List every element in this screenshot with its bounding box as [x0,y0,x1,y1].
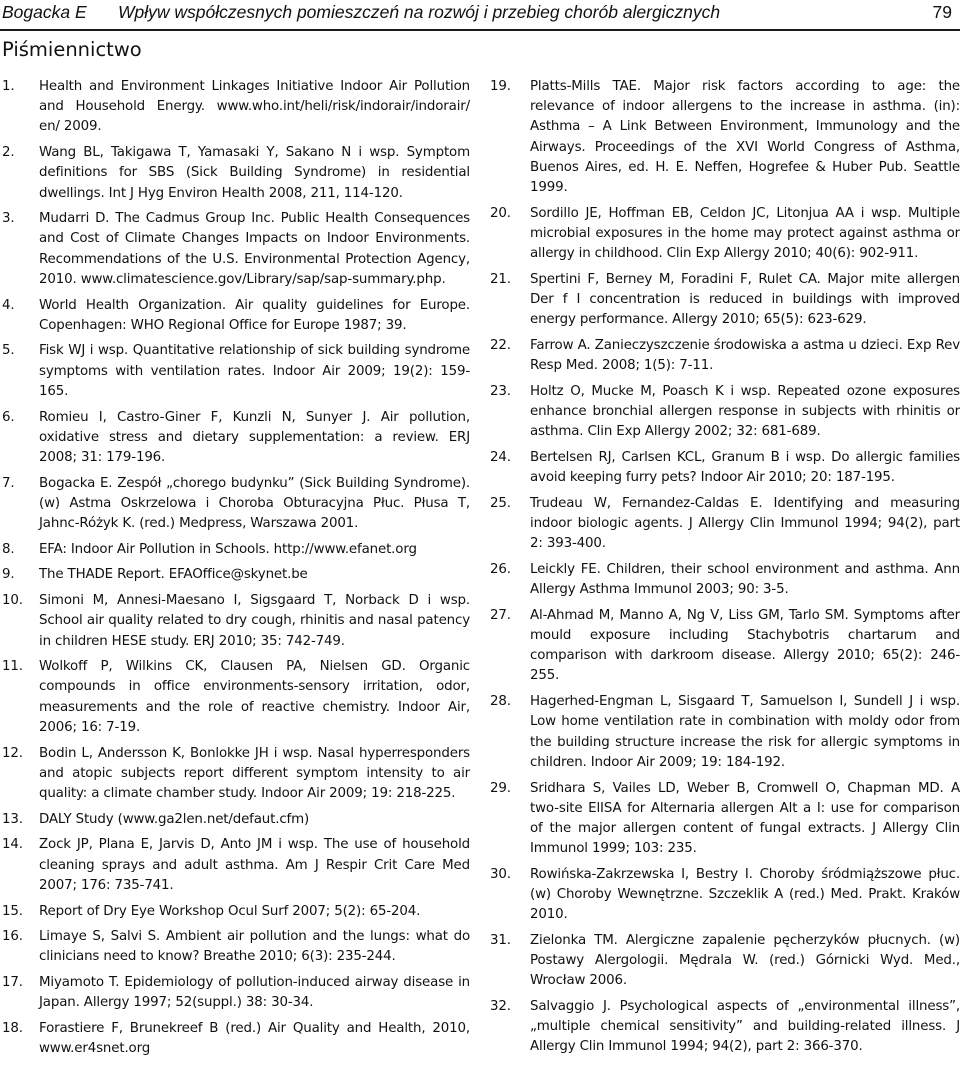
reference-text: Zock JP, Plana E, Jarvis D, Anto JM i wsp. The use of household cleaning sprays and adult asthma. Am J Respir Crit Care Med 2007; 176: 735-741. [39,837,470,893]
reference-number: 11. [2,659,23,675]
running-header [0,0,960,30]
reference-item [2,1019,470,1059]
reference-text: Rowińska-Zakrzewska I, Bestry I. Choroby śródmiąższowe płuc. (w) Choroby Wewnętrzne. Szczeklik A (red.) Med. Prakt. Kraków 2010. [530,866,960,923]
reference-text: Report of Dry Eye Workshop Ocul Surf 2007; 5(2): 65-204. [39,903,421,919]
reference-text: Limaye S, Salvi S. Ambient air pollution and the lungs: what do clinicians need to know? Breathe 2010; 6(3): 235-244. [39,929,470,965]
reference-text: Bogacka E. Zespół „chorego budynku” (Sick Building Syndrome). (w) Astma Oskrzelowa i Choroba Obturacyjna Płuc. Płusa T, Jahnc-Różyk K. (red.) Medpress, Warszawa 2001. [39,475,470,532]
reference-number: 24. [490,449,511,465]
reference-number: 10. [2,593,23,609]
reference-item [490,448,960,488]
reference-number: 19. [490,79,511,94]
reference-number: 18. [2,1021,23,1037]
reference-item [2,77,470,138]
reference-text: Miyamoto T. Epidemiology of pollution-induced airway disease in Japan. Allergy 1997; 52(suppl.) 38: 30-34. [39,975,470,1011]
reference-number: 6. [2,409,15,425]
reference-text: Salvaggio J. Psychological aspects of „environmental illness”, „multiple chemical sensitivity” and building-related illness. J Allergy Clin Immunol 1994; 94(2), part 2: 366-370. [530,999,960,1055]
reference-item [2,143,470,204]
reference-text: Bodin L, Andersson K, Bonlokke JH i wsp. Nasal hyperresponders and atopic subjects report different symptom intensity to air quality: a climate chamber study. Indoor Air 2009; 19: 218-225. [39,745,470,801]
header-author: Bogacka E [2,2,87,22]
reference-text: Zielonka TM. Alergiczne zapalenie pęcherzyków płucnych. (w) Postawy Alergologii. Mędrala W. (red.) Górnicki Wyd. Med., Wrocław 2006. [530,932,960,989]
reference-item [490,865,960,926]
reference-item [490,204,960,265]
reference-number: 12. [2,745,23,761]
reference-item [490,270,960,331]
reference-item [490,997,960,1058]
reference-text: Sordillo JE, Hoffman EB, Celdon JC, Litonjua AA i wsp. Multiple microbial exposures in the home may protect against asthma or allergy in childhood. Clin Exp Allergy 2010; 40(6): 902-911. [530,205,960,262]
reference-number: 17. [2,975,23,991]
references-right-column [490,77,960,1063]
reference-text: Al-Ahmad M, Manno A, Ng V, Liss GM, Tarlo SM. Symptoms after mould exposure including Stachybotris chartarum and comparison with darkroom disease. Allergy 2010; 65(2): 246-255. [530,607,960,684]
reference-number: 5. [2,343,15,359]
reference-item [2,540,470,560]
reference-item [490,382,960,443]
reference-number: 8. [2,541,15,557]
header-rule [0,29,960,31]
section-title: Piśmiennictwo [2,38,142,61]
reference-number: 3. [2,211,15,227]
reference-item [490,494,960,555]
reference-text: Holtz O, Mucke M, Poasch K i wsp. Repeated ozone exposures enhance bronchial allergen response in subjects with rhinitis or asthma. Clin Exp Allergy 2002; 32: 681-689. [530,383,960,440]
reference-item [2,209,470,290]
references-left-column [2,77,470,1065]
reference-text: Leickly FE. Children, their school environment and asthma. Ann Allergy Asthma Immunol 2003; 90: 3-5. [530,561,960,598]
reference-number: 27. [490,607,511,623]
reference-item [490,606,960,687]
reference-text: EFA: Indoor Air Pollution in Schools. http://www.efanet.org [39,541,417,557]
reference-number: 7. [2,475,15,491]
reference-number: 22. [490,337,511,353]
reference-item [2,565,470,585]
reference-number: 20. [490,205,511,221]
reference-item [2,474,470,535]
reference-item [2,341,470,402]
reference-text: Spertini F, Berney M, Foradini F, Rulet CA. Major mite allergen Der f I concentration is reduced in buildings with improved energy performance. Allergy 2010; 65(5): 623-629. [530,271,960,328]
reference-number: 1. [2,79,15,94]
reference-number: 23. [490,383,511,399]
reference-text: Sridhara S, Vailes LD, Weber B, Cromwell O, Chapman MD. A two-site ElISA for Alternaria allergen Alt a I: use for comparison of the major allergen content of fungal extracts. J Allergy Clin Immunol 1999; 103: 235. [530,780,960,857]
reference-item [2,408,470,469]
reference-number: 29. [490,780,511,796]
reference-text: World Health Organization. Air quality guidelines for Europe. Copenhagen: WHO Regional Office for Europe 1987; 39. [39,297,470,333]
reference-item [490,77,960,198]
reference-text: Hagerhed-Engman L, Sisgaard T, Samuelson I, Sundell J i wsp. Low home ventilation rate in combination with moldy odor from the building structure increase the risk for allergic symptoms in children. Indoor Air 2009; 19: 184-192. [530,694,960,770]
reference-item [490,336,960,376]
reference-number: 2. [2,145,15,161]
reference-number: 16. [2,929,23,945]
reference-text: Health and Environment Linkages Initiative Indoor Air Pollution and Household Energy. www.who.int/heli/risk/indorair/indorair/ en/ 2009. [39,79,470,135]
reference-text: Fisk WJ i wsp. Quantitative relationship of sick building syndrome symptoms with ventilation rates. Indoor Air 2009; 19(2): 159-165. [39,343,470,399]
reference-text: Romieu I, Castro-Giner F, Kunzli N, Sunyer J. Air pollution, oxidative stress and dietary supplementation: a review. ERJ 2008; 31: 179-196. [39,409,470,465]
reference-item [2,835,470,896]
reference-item [490,931,960,992]
reference-number: 13. [2,811,23,827]
reference-number: 14. [2,837,23,853]
reference-text: Wang BL, Takigawa T, Yamasaki Y, Sakano N i wsp. Symptom definitions for SBS (Sick Building Syndrome) in residential dwellings. Int J Hyg Environ Health 2008, 211, 114-120. [39,145,470,201]
reference-text: Farrow A. Zanieczyszczenie środowiska a astma u dzieci. Exp Rev Resp Med. 2008; 1(5): 7-11. [530,337,960,374]
reference-text: Platts-Mills TAE. Major risk factors according to age: the relevance of indoor allergens to the increase in asthma. (in): Asthma – A Link Between Environment, Immunology and the Airways. Proceedings of the XVI World Congress of Asthma, Buenos Aires, ed. H. E. Neffen, Hogrefee & Huber Pub. Seattle 1999. [530,79,960,196]
reference-text: Bertelsen RJ, Carlsen KCL, Granum B i wsp. Do allergic families avoid keeping furry pets? Indoor Air 2010; 20: 187-195. [530,449,960,486]
reference-item [490,692,960,773]
reference-number: 32. [490,999,511,1015]
reference-number: 31. [490,932,511,948]
reference-item [2,591,470,652]
reference-item [2,973,470,1013]
reference-item [2,296,470,336]
reference-item [2,810,470,830]
reference-number: 9. [2,567,15,583]
reference-item [2,927,470,967]
reference-item [2,657,470,738]
reference-number: 26. [490,561,511,577]
reference-text: Mudarri D. The Cadmus Group Inc. Public Health Consequences and Cost of Climate Changes Impacts on Indoor Environments. Recommendations of the U.S. Environmental Protection Agency, 2010. www.climatescience.gov/Library/sap/sap-summary.php. [39,211,470,287]
header-title: Wpływ współczesnych pomieszczeń na rozwój i przebieg chorób alergicznych [118,2,721,22]
reference-number: 15. [2,903,23,919]
reference-item [490,779,960,860]
reference-number: 21. [490,271,511,287]
reference-item [2,902,470,922]
reference-text: The THADE Report. EFAOffice@skynet.be [39,567,308,583]
reference-text: Simoni M, Annesi-Maesano I, Sigsgaard T, Norback D i wsp. School air quality related to dry cough, rhinitis and nasal patency in children HESE study. ERJ 2010; 35: 742-749. [39,593,470,649]
reference-item [2,744,470,805]
reference-text: Wolkoff P, Wilkins CK, Clausen PA, Nielsen GD. Organic compounds in office environments-sensory irritation, odor, measurements and the role of reactive chemistry. Indoor Air, 2006; 16: 7-19. [39,659,470,735]
page-number: 79 [932,2,952,22]
reference-item [490,560,960,600]
reference-number: 25. [490,495,511,511]
reference-text: DALY Study (www.ga2len.net/defaut.cfm) [39,811,310,827]
reference-text: Trudeau W, Fernandez-Caldas E. Identifying and measuring indoor biologic agents. J Allergy Clin Immunol 1994; 94(2), part 2: 393-400. [530,495,960,552]
reference-number: 30. [490,866,511,882]
reference-number: 28. [490,694,511,710]
reference-number: 4. [2,297,15,313]
reference-text: Forastiere F, Brunekreef B (red.) Air Quality and Health, 2010, www.er4snet.org [39,1021,470,1057]
